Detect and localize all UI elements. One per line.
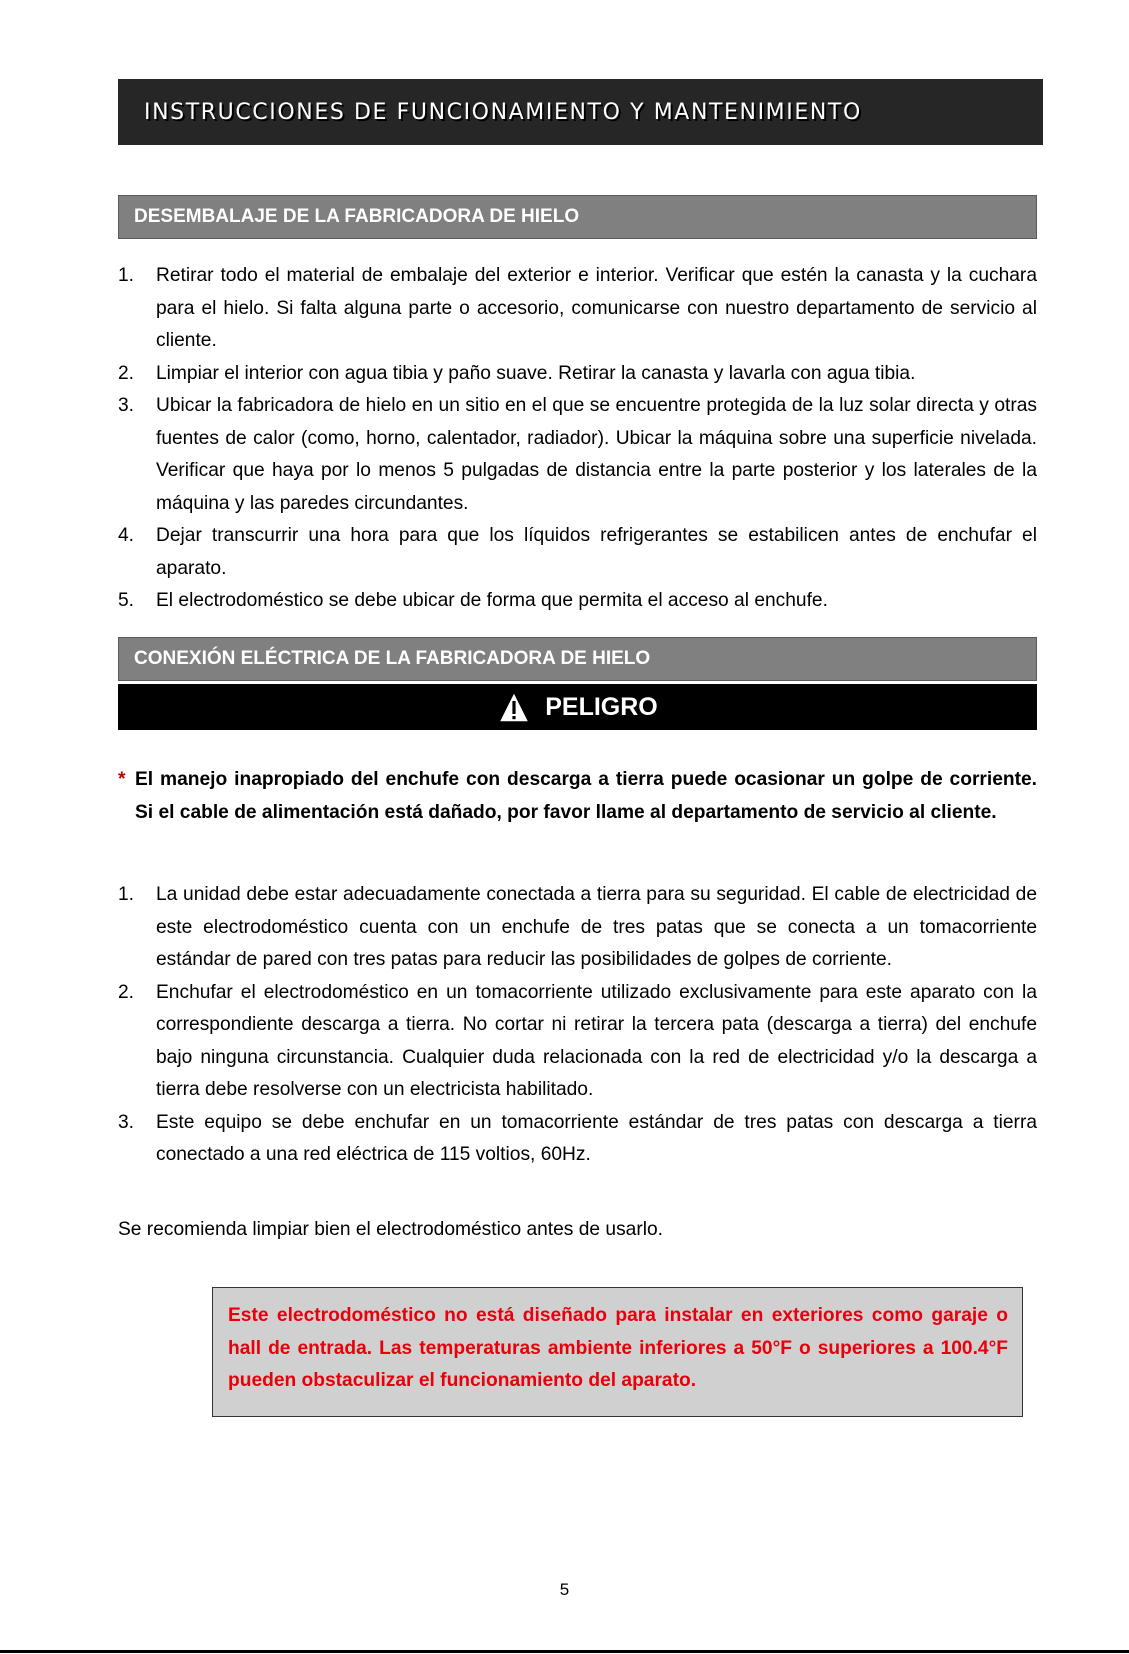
- electrical-steps-list: [118, 879, 1037, 1172]
- warning-triangle-icon: [497, 690, 531, 724]
- list-item-text: Este equipo se debe enchufar en un tomacorriente estándar de tres patas con descarga a tierra conectado a una red eléctrica de 115 voltios, 60Hz.: [156, 1111, 1037, 1165]
- warning-asterisk: *: [118, 769, 126, 790]
- bottom-rule: [0, 1650, 1129, 1653]
- list-item-text: Limpiar el interior con agua tibia y paño suave. Retirar la canasta y lavarla con agua tibia.: [156, 362, 916, 384]
- warning-text: El manejo inapropiado del enchufe con descarga a tierra puede ocasionar un golpe de corriente. Si el cable de alimentación está dañado, por favor llame al departamento de servicio al cliente.: [135, 769, 1037, 823]
- list-item: [118, 358, 1037, 391]
- list-item-number: 3.: [118, 1111, 135, 1133]
- list-item-text: La unidad debe estar adecuadamente conectada a tierra para su seguridad. El cable de electricidad de este electrodoméstico cuenta con un enchufe de tres patas que se conecta a un tomacorriente estándar de pared con tres patas para reducir las posibilidades de golpes de corriente.: [156, 884, 1037, 970]
- list-item-number: 2.: [118, 362, 135, 384]
- list-item: [118, 879, 1037, 977]
- outdoor-use-note: Este electrodoméstico no está diseñado para instalar en exteriores como garaje o hall de entrada. Las temperaturas ambiente inferiores a 50°F o superiores a 100.4°F pueden obstaculizar el funcionamiento del aparato.: [228, 1305, 1008, 1391]
- section-heading-text: CONEXIÓN ELÉCTRICA DE LA FABRICADORA DE HIELO: [134, 648, 651, 669]
- list-item: [118, 260, 1037, 358]
- section-heading-electrical: [118, 637, 1037, 681]
- list-item-number: 3.: [118, 395, 135, 416]
- page-title: INSTRUCCIONES DE FUNCIONAMIENTO Y MANTENIMIENTO: [144, 99, 862, 125]
- list-item-number: 5.: [118, 590, 135, 611]
- list-item: [118, 1107, 1037, 1172]
- unpacking-steps-list: [118, 260, 1037, 618]
- list-item: [118, 390, 1037, 520]
- list-item-text: Enchufar el electrodoméstico en un tomacorriente utilizado exclusivamente para este aparato con la correspondiente descarga a tierra. No cortar ni retirar la tercera pata (descarga a tierra) del enchufe bajo ninguna circunstancia. Cualquier duda relacionada con la red de electricidad y/o la descarga a tierra debe resolverse con un electricista habilitado.: [156, 981, 1037, 1100]
- danger-label: PELIGRO: [545, 692, 658, 721]
- list-item: [118, 977, 1037, 1107]
- section-heading-text: DESEMBALAJE DE LA FABRICADORA DE HIELO: [134, 206, 580, 227]
- list-item-number: 4.: [118, 525, 135, 546]
- grounding-warning: [118, 764, 1037, 829]
- outdoor-use-note-box: [212, 1287, 1023, 1417]
- list-item: [118, 520, 1037, 585]
- cleaning-recommendation: Se recomienda limpiar bien el electrodoméstico antes de usarlo.: [118, 1219, 663, 1240]
- page-title-banner: [118, 79, 1043, 145]
- list-item-number: 1.: [118, 884, 135, 905]
- list-item-text: Ubicar la fabricadora de hielo en un sitio en el que se encuentre protegida de la luz solar directa y otras fuentes de calor (como, horno, calentador, radiador). Ubicar la máquina sobre una superficie nivelada. Verificar que haya por lo menos 5 pulgadas de distancia entre la parte posterior y los laterales de la máquina y las paredes circundantes.: [156, 395, 1037, 514]
- list-item: [118, 585, 1037, 618]
- list-item-text: Dejar transcurrir una hora para que los líquidos refrigerantes se estabilicen antes de enchufar el aparato.: [156, 525, 1037, 579]
- danger-banner: [118, 684, 1037, 730]
- page-number: 5: [559, 1580, 570, 1599]
- section-heading-unpacking: [118, 195, 1037, 239]
- list-item-text: Retirar todo el material de embalaje del exterior e interior. Verificar que estén la canasta y la cuchara para el hielo. Si falta alguna parte o accesorio, comunicarse con nuestro departamento de servicio al cliente.: [156, 265, 1037, 351]
- list-item-number: 2.: [118, 981, 135, 1003]
- list-item-text: El electrodoméstico se debe ubicar de forma que permita el acceso al enchufe.: [156, 590, 828, 611]
- list-item-number: 1.: [118, 265, 135, 286]
